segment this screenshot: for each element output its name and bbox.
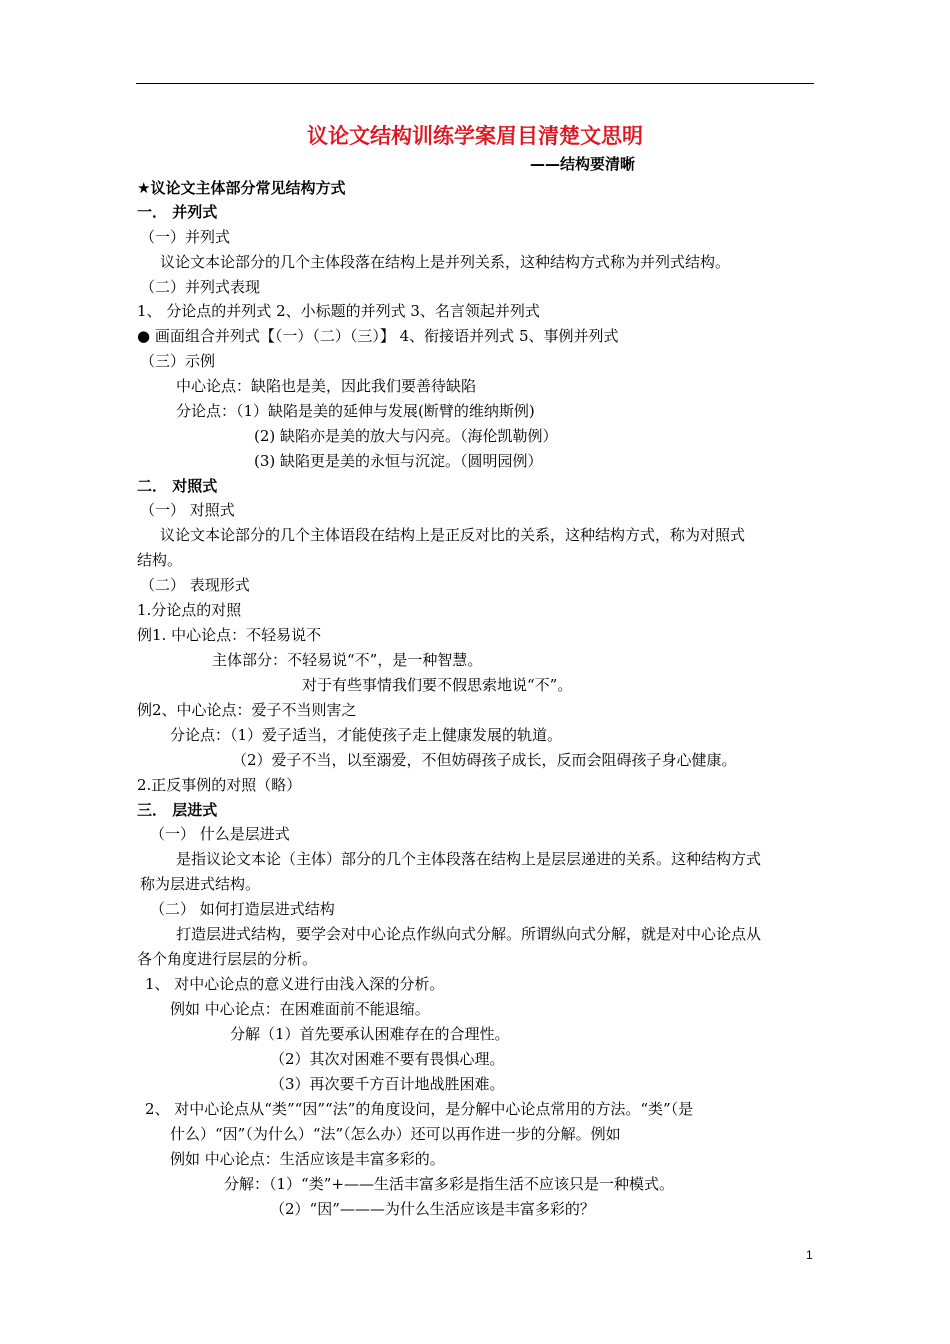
text-line: 例1. 中心论点：不轻易说不 [137,626,322,644]
text-line: （一） 对照式 [140,501,235,519]
text-line: 议论文本论部分的几个主体段落在结构上是并列关系，这种结构方式称为并列式结构。 [160,253,731,271]
text-line: （一） 什么是层进式 [150,825,290,843]
section-heading: 二． 对照式 [137,477,218,495]
text-line: 例如 中心论点：在困难面前不能退缩。 [170,1000,430,1018]
text-line: (3) 缺陷更是美的永恒与沉淀。（圆明园例） [254,452,543,470]
section-heading: 一． 并列式 [137,203,218,221]
text-line: 结构。 [137,551,183,569]
text-line: 分解（1）首先要承认困难存在的合理性。 [230,1025,510,1043]
text-line: （一）并列式 [140,228,231,246]
text-line: 各个角度进行层层的分析。 [137,950,318,968]
section-heading: ★议论文主体部分常见结构方式 [137,179,346,197]
text-line: （2）“因”———为什么生活应该是丰富多彩的？ [270,1200,595,1218]
text-line: （2）其次对困难不要有畏惧心理。 [270,1050,505,1068]
text-line: 什么）“因”（为什么）“法”（怎么办）还可以再作进一步的分解。例如 [170,1125,621,1143]
text-line: 称为层进式结构。 [140,875,261,893]
text-line: （二） 如何打造层进式结构 [150,900,335,918]
text-line: 分解：（1）“类”+——生活丰富多彩是指生活不应该只是一种模式。 [224,1175,674,1193]
text-line: 1、 对中心论点的意义进行由浅入深的分析。 [145,975,445,993]
text-line: 2.正反事例的对照（略） [137,776,302,794]
text-line: 1、 分论点的并列式 2、小标题的并列式 3、名言领起并列式 [137,302,540,320]
page-number: 1 [806,1248,813,1262]
text-line: （二）并列式表现 [140,278,261,296]
text-line: （2）爱子不当，以至溺爱，不但妨碍孩子成长，反而会阻碍孩子身心健康。 [232,751,737,769]
text-line: 2、 对中心论点从“类”“因”“法”的角度设问，是分解中心论点常用的方法。“类”（是 [145,1100,694,1118]
document-subtitle: ——结构要清晰 [530,155,636,173]
text-line: 主体部分：不轻易说“不”，是一种智慧。 [212,651,483,669]
section-heading: 三． 层进式 [137,801,218,819]
text-line: （二） 表现形式 [140,576,250,594]
text-line: 分论点：（1）爱子适当，才能使孩子走上健康发展的轨道。 [170,726,563,744]
text-line: 分论点：（1）缺陷是美的延伸与发展(断臂的维纳斯例) [176,402,535,420]
text-line: ● 画面组合并列式【（一）（二）（三）】 4、衔接语并列式 5、事例并列式 [137,327,619,345]
header-rule [136,83,814,84]
text-line: （3）再次要千方百计地战胜困难。 [270,1075,505,1093]
text-line: （三）示例 [140,352,216,370]
document-title: 议论文结构训练学案眉目清楚文思明 [307,124,643,148]
text-line: 打造层进式结构，要学会对中心论点作纵向式分解。所谓纵向式分解，就是对中心论点从 [176,925,762,943]
text-line: 中心论点：缺陷也是美，因此我们要善待缺陷 [176,377,477,395]
text-line: 对于有些事情我们要不假思索地说“不”。 [302,676,573,694]
text-line: 例如 中心论点：生活应该是丰富多彩的。 [170,1150,445,1168]
text-line: 例2、中心论点：爱子不当则害之 [137,701,357,719]
text-line: 是指议论文本论（主体）部分的几个主体段落在结构上是层层递进的关系。这种结构方式 [176,850,762,868]
text-line: 1.分论点的对照 [137,601,242,619]
text-line: (2) 缺陷亦是美的放大与闪亮。（海伦凯勒例） [254,427,558,445]
text-line: 议论文本论部分的几个主体语段在结构上是正反对比的关系，这种结构方式，称为对照式 [160,526,746,544]
